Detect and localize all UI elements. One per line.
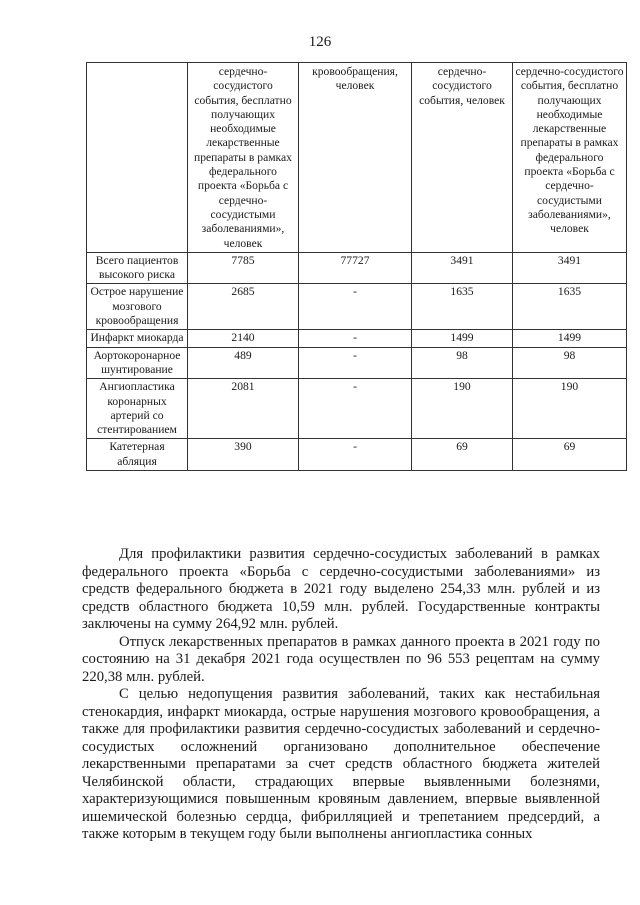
- header-cell-col5: сердечно-сосудистого события, бесплатно получающих необходимые лекарственные препараты в рамках федерального проекта «Борьба с сердечно-сосудистыми заболеваниями», человек: [513, 63, 627, 253]
- table-cell: 390: [188, 439, 299, 471]
- row-label: Аортокоронарное шунтирование: [87, 347, 188, 379]
- table-header-row: [87, 63, 627, 253]
- table-cell: 98: [513, 347, 627, 379]
- paragraph-federal-funding: Для профилактики развития сердечно-сосудистых заболеваний в рамках федерального проекта «Борьба с сердечно-сосудистыми заболеваниями» из средств федерального бюджета в 2021 году выделено 254,33 млн. рублей и из средств областного бюджета 10,59 млн. рублей. Государственные контракты заключены на сумму 264,92 млн. рублей.: [82, 546, 600, 632]
- table-cell: 3491: [412, 252, 513, 284]
- table-cell: 98: [412, 347, 513, 379]
- table-cell: -: [299, 439, 412, 471]
- table-row: [87, 379, 627, 439]
- table-cell: 2140: [188, 330, 299, 347]
- table-row: [87, 284, 627, 330]
- table-cell: 1635: [513, 284, 627, 330]
- header-cell-category: [87, 63, 188, 253]
- page-number: 126: [308, 34, 332, 50]
- row-label: Ангиопластика коронарных артерий со стентированием: [87, 379, 188, 439]
- table-row: [87, 439, 627, 471]
- table-cell: 1499: [412, 330, 513, 347]
- table-cell: 69: [412, 439, 513, 471]
- table-cell: 3491: [513, 252, 627, 284]
- table-cell: 1635: [412, 284, 513, 330]
- table-cell: 77727: [299, 252, 412, 284]
- patients-table: [86, 62, 627, 471]
- table-cell: 190: [513, 379, 627, 439]
- paragraph-additional-provision: С целью недопущения развития заболеваний, таких как нестабильная стенокардия, инфаркт миокарда, острые нарушения мозгового кровообращения, а также для профилактики развития сердечно-сосудистых заболеваний и сердечно-сосудистых осложнений организовано дополнительное обеспечение лекарственными препаратами за счет средств областного бюджета жителей Челябинской области, страдающих впервые выявленными болезнями, характеризующимися повышенным кровяным давлением, впервые выявленной ишемической болезнью сердца, фибрилляцией и трепетанием предсердий, а также которым в текущем году были выполнены ангиопластика сонных: [82, 686, 600, 842]
- table-cell: 190: [412, 379, 513, 439]
- table-cell: 2081: [188, 379, 299, 439]
- body-text: [82, 546, 600, 844]
- table-cell: -: [299, 347, 412, 379]
- header-cell-col3: кровообращения, человек: [299, 63, 412, 253]
- paragraph-prescriptions: Отпуск лекарственных препаратов в рамках данного проекта в 2021 году по состоянию на 31 декабря 2021 года осуществлен по 96 553 рецептам на сумму 220,38 млн. рублей.: [82, 633, 600, 685]
- table-cell: 489: [188, 347, 299, 379]
- table-cell: 2685: [188, 284, 299, 330]
- table-row: [87, 252, 627, 284]
- row-label: Острое нарушение мозгового кровообращения: [87, 284, 188, 330]
- header-cell-col4: сердечно-сосудистого события, человек: [412, 63, 513, 253]
- table-cell: 1499: [513, 330, 627, 347]
- table-row: [87, 330, 627, 347]
- table-cell: -: [299, 330, 412, 347]
- table-cell: -: [299, 379, 412, 439]
- row-label: Всего пациентов высокого риска: [87, 252, 188, 284]
- row-label: Инфаркт миокарда: [87, 330, 188, 347]
- table-cell: -: [299, 284, 412, 330]
- header-cell-col2: сердечно-сосудистого события, бесплатно получающих необходимые лекарственные препараты в рамках федерального проекта «Борьба с сердечно-сосудистыми заболеваниями», человек: [188, 63, 299, 253]
- table-cell: 7785: [188, 252, 299, 284]
- table-row: [87, 347, 627, 379]
- table-cell: 69: [513, 439, 627, 471]
- row-label: Катетерная абляция: [87, 439, 188, 471]
